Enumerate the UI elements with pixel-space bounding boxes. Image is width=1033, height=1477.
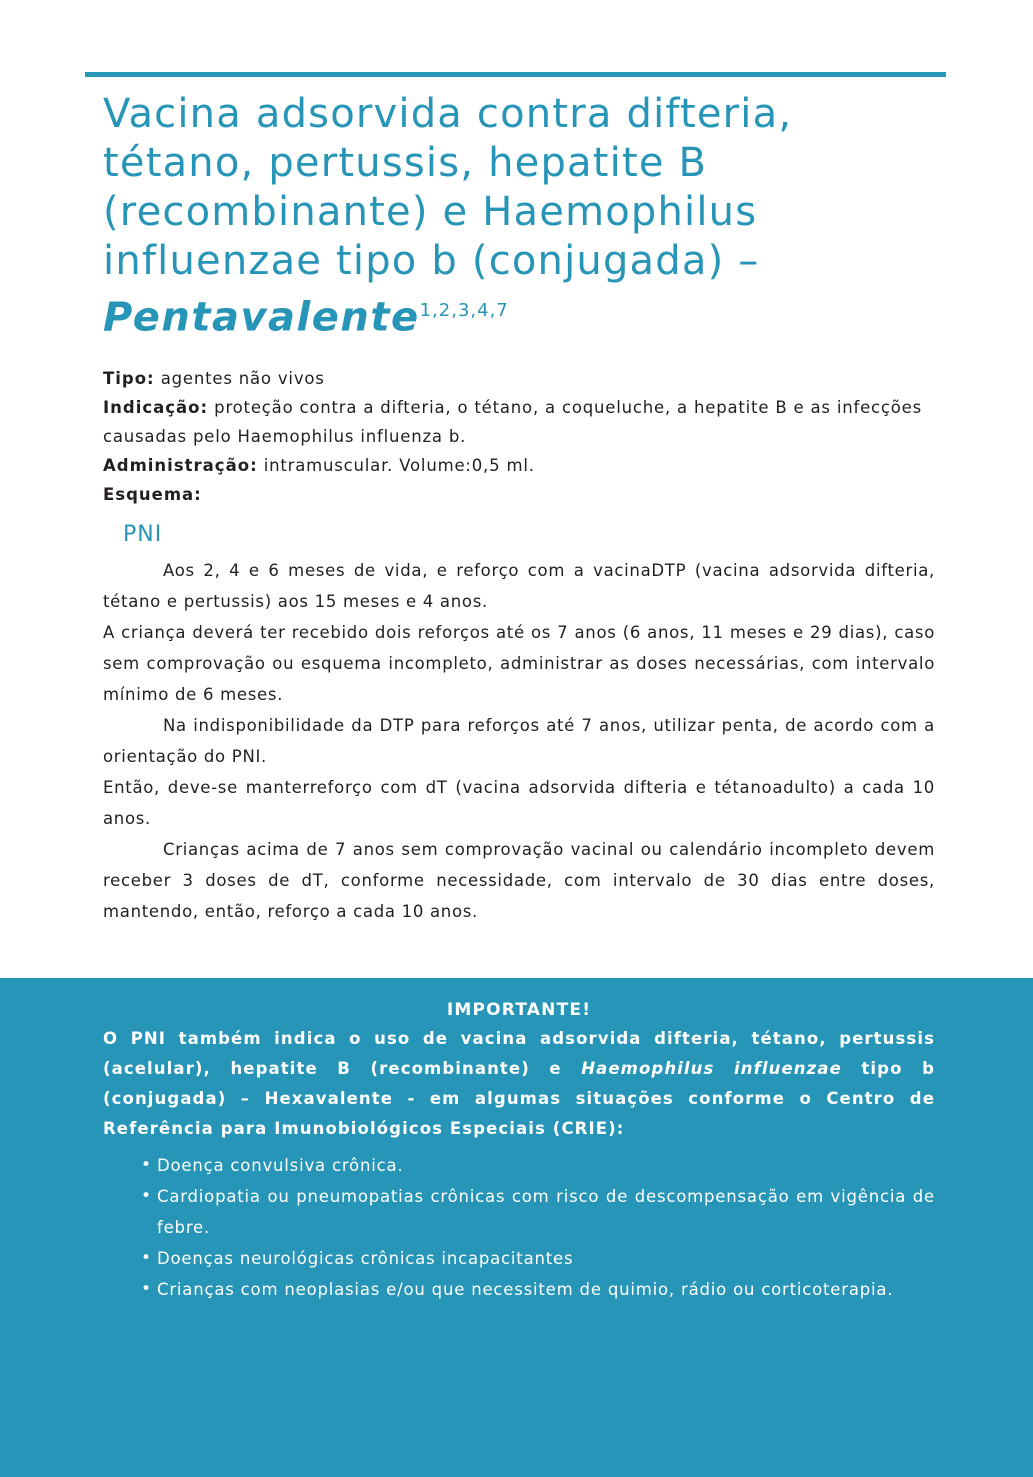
field-administracao-label: Administração: [103,456,258,476]
header-rule [85,72,946,77]
document-content [103,90,935,927]
important-lead [103,1024,935,1144]
scheme-paragraph-5: Crianças acima de 7 anos sem comprovação vacinal ou calendário incompleto devem receber 3 doses de dT, conforme necessidade, com intervalo de 30 dias entre doses, mantendo, então, reforço a cada 10 anos. [103,840,935,922]
field-tipo-label: Tipo: [103,369,155,389]
field-tipo-value: agentes não vivos [154,369,325,389]
page-title-references: 1,2,3,4,7 [419,300,509,321]
fields-block [103,364,935,509]
list-item: • Doença convulsiva crônica. [141,1150,935,1181]
important-list [103,1150,935,1305]
scheme-paragraph-2: A criança deverá ter recebido dois reforços até os 7 anos (6 anos, 11 meses e 29 dias), caso sem comprovação ou esquema incompleto, administrar as doses necessárias, com intervalo mínimo de 6 meses. [103,623,935,705]
scheme-paragraph-3: Na indisponibilidade da DTP para reforços até 7 anos, utilizar penta, de acordo com a orientação do PNI. [103,716,935,767]
scheme-paragraph-4: Então, deve-se manterreforço com dT (vacina adsorvida difteria e tétanoadulto) a cada 10 anos. [103,778,935,829]
page-title-emphasis: Pentavalente [103,294,420,341]
important-lead-italic: Haemophilus influenzae [581,1059,842,1078]
field-indicacao-value: proteção contra a difteria, o tétano, a coqueluche, a hepatite B e as infecções causadas pelo Haemophilus influenza b. [103,398,923,447]
list-item: • Cardiopatia ou pneumopatias crônicas com risco de descompensação em vigência de febre. [141,1181,935,1243]
important-callout-inner [103,1000,935,1305]
important-title: IMPORTANTE! [446,1000,592,1020]
field-administracao-value: intramuscular. Volume:0,5 ml. [257,456,535,476]
field-esquema-label: Esquema: [103,485,202,505]
scheme-heading: PNI [123,522,163,548]
list-item: • Doenças neurológicas crônicas incapacitantes [141,1243,935,1274]
page-title-main: Vacina adsorvida contra difteria, tétano, pertussis, hepatite B (recombinante) e Haemophilus influenzae tipo b (conjugada) – [103,91,793,284]
field-esquema [103,480,935,509]
scheme-body [103,555,935,927]
field-tipo [103,364,935,393]
field-indicacao-label: Indicação: [103,398,209,418]
page-title [103,90,935,342]
important-lead-part1: O PNI também indica o uso de vacina adsorvida difteria, tétano, pertussis (acelular), hepatite B (recombinante) e [103,1029,935,1078]
list-item: • Crianças com neoplasias e/ou que necessitem de quimio, rádio ou corticoterapia. [141,1274,935,1305]
field-administracao [103,451,935,480]
important-lead-part2: tipo b (conjugada) – Hexavalente - em algumas situações conforme o Centro de Referência para Imunobiológicos Especiais (CRIE): [103,1059,935,1138]
important-callout [0,978,1033,1477]
field-indicacao [103,393,935,451]
scheme-paragraph-1: Aos 2, 4 e 6 meses de vida, e reforço com a vacinaDTP (vacina adsorvida difteria, tétano e pertussis) aos 15 meses e 4 anos. [103,561,935,612]
